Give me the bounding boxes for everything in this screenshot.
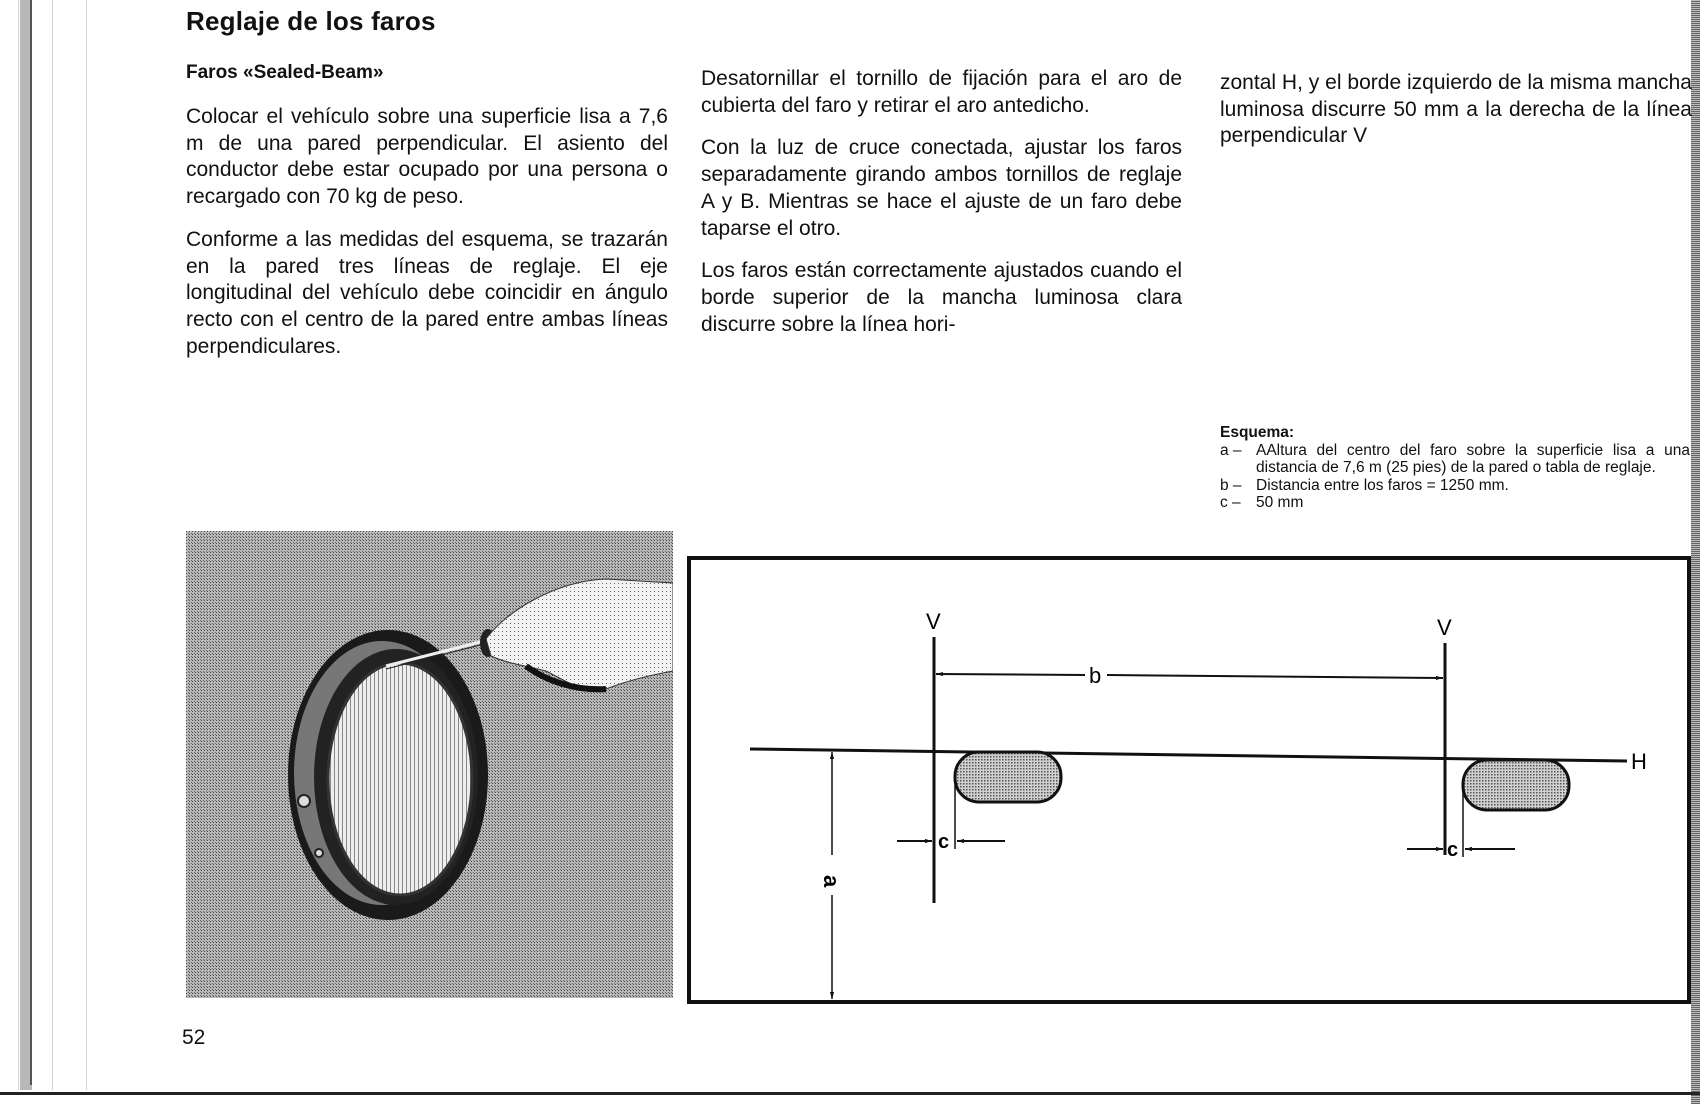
screw-icon [298, 795, 310, 807]
paragraph: zontal H, y el borde izquierdo de la misma mancha luminosa discurre 50 mm a la derecha de la línea perpendicular V [1220, 71, 1692, 148]
legend-key: c – [1220, 494, 1241, 511]
aiming-diagram-svg [687, 555, 1693, 1005]
book-gutter-shadow [0, 0, 120, 1090]
headlight-illustration [186, 531, 673, 998]
paragraph: Conforme a las medidas del esquema, se trazarán en la pared tres líneas de reglaje. El eje longitudinal del vehículo debe coincidir en ángulo recto con el centro de la pared entre ambas líneas perpendiculares. [186, 227, 668, 358]
label-b: b [1089, 663, 1102, 688]
legend-item-b [1220, 477, 1690, 495]
legend-text: 50 mm [1256, 494, 1304, 511]
text-column-3 [1220, 70, 1692, 166]
legend-key: a – [1220, 441, 1242, 459]
diagram-legend [1220, 424, 1690, 512]
legend-key: b – [1220, 476, 1242, 494]
label-h: H [1631, 749, 1647, 774]
book-spine-line [30, 0, 32, 1085]
legend-text: Distancia entre los faros = 1250 mm. [1256, 476, 1509, 494]
aiming-diagram [687, 555, 1693, 1005]
screw-icon [315, 849, 323, 857]
paragraph: Los faros están correctamente ajustados cuando el borde superior de la mancha luminosa clara discurre sobre la línea hori- [701, 259, 1182, 336]
paragraph: Colocar el vehículo sobre una superficie lisa a 7,6 m de una pared perpendicular. El asiento del conductor debe estar ocupado por una persona o recargado con 70 kg de peso. [186, 105, 668, 209]
text-column-2 [701, 66, 1182, 354]
label-c-right: c [1447, 839, 1459, 861]
label-v-left: V [926, 609, 941, 634]
label-v-right: V [1437, 615, 1452, 640]
b-arrow-left [936, 674, 1085, 675]
legend-text: AAltura del centro del faro sobre la superficie lisa a una distancia de 7,6 m (25 pies) de la pared o tabla de reglaje. [1256, 441, 1690, 476]
legend-item-a [1220, 442, 1690, 477]
paragraph: Con la luz de cruce conectada, ajustar los faros separadamente girando ambos tornillos de reglaje A y B. Mientras se hace el ajuste de un faro debe taparse el otro. [701, 136, 1182, 240]
page-edge-bottom [0, 1092, 1700, 1095]
label-a: a [819, 875, 844, 888]
page-number: 52 [182, 1026, 206, 1049]
legend-heading: Esquema: [1220, 424, 1295, 441]
light-spot-left [955, 752, 1061, 802]
light-spot-right [1463, 760, 1569, 810]
text-column-1 [186, 104, 668, 376]
page-title: Reglaje de los faros [186, 6, 436, 36]
headlight-photo [186, 531, 673, 998]
section-subtitle: Faros «Sealed-Beam» [186, 62, 384, 83]
label-c-left: c [938, 831, 950, 853]
legend-item-c [1220, 494, 1690, 512]
b-arrow-right [1107, 675, 1443, 678]
paragraph: Desatornillar el tornillo de fijación para el aro de cubierta del faro y retirar el aro antedicho. [701, 67, 1182, 117]
